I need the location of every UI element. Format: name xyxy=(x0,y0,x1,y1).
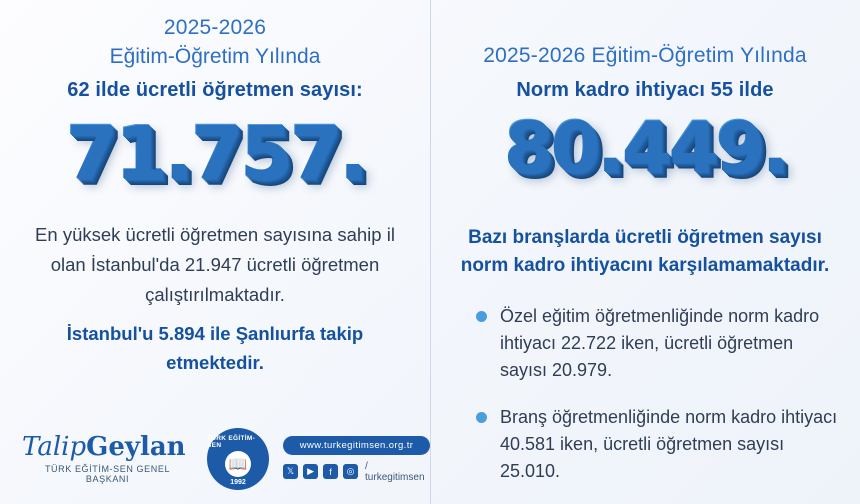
signature-last: Geylan xyxy=(86,432,186,462)
bullet-dot-icon xyxy=(476,412,487,423)
right-subtitle: Norm kadro ihtiyacı 55 ilde xyxy=(516,78,774,101)
left-body-text: En yüksek ücretli öğretmen sayısına sahip il olan İstanbul'da 21.947 ücretli öğretmen çalıştırılmaktadır. xyxy=(35,224,395,306)
left-big-number: 71.757. xyxy=(65,110,365,197)
youtube-icon[interactable]: ▶ xyxy=(303,464,318,479)
union-seal-logo xyxy=(207,428,269,490)
signature-first: Talip xyxy=(22,432,87,462)
x-icon[interactable]: 𝕏 xyxy=(283,464,298,479)
signature-name xyxy=(22,434,193,460)
book-icon: 📖 xyxy=(225,451,251,477)
signature-block xyxy=(22,434,193,484)
website-url[interactable]: www.turkegitimsen.org.tr xyxy=(283,436,430,455)
list-item-text: Özel eğitim öğretmenliğinde norm kadro ihtiyacı 22.722 iken, ücretli öğretmen sayısı 20.979. xyxy=(500,305,820,380)
left-subtitle: 62 ilde ücretli öğretmen sayısı: xyxy=(67,79,363,102)
list-item xyxy=(476,303,838,384)
signature-role: TÜRK EĞİTİM-SEN GENEL BAŞKANI xyxy=(44,464,171,484)
web-block xyxy=(283,436,430,483)
instagram-icon[interactable]: ◎ xyxy=(343,464,358,479)
seal-year: 1992 xyxy=(230,479,246,486)
facebook-icon[interactable]: f xyxy=(323,464,338,479)
right-kicker: 2025-2026 Eğitim-Öğretim Yılında xyxy=(483,44,807,67)
social-handle: / turkegitimsen xyxy=(365,460,425,483)
social-links xyxy=(283,461,430,483)
right-big-number: 80.449. xyxy=(503,105,787,188)
bullet-dot-icon xyxy=(476,311,487,322)
list-item xyxy=(476,404,838,485)
right-panel xyxy=(430,0,860,504)
left-body-strong: İstanbul'u 5.894 ile Şanlıurfa takip etmektedir. xyxy=(66,323,364,374)
footer xyxy=(22,428,430,490)
left-kicker-line1: 2025-2026 xyxy=(163,16,267,39)
right-heading: Bazı branşlarda ücretli öğretmen sayısı norm kadro ihtiyacını karşılamamaktadır. xyxy=(460,226,830,277)
right-bullet-list xyxy=(452,303,838,504)
left-kicker-line2: Eğitim-Öğretim Yılında xyxy=(109,44,321,68)
list-item-text: Branş öğretmenliğinde norm kadro ihtiyacı 40.581 iken, ücretli öğretmen sayısı 25.010. xyxy=(500,406,838,481)
seal-top-text: TÜRK EĞİTİM-SEN xyxy=(207,435,256,449)
